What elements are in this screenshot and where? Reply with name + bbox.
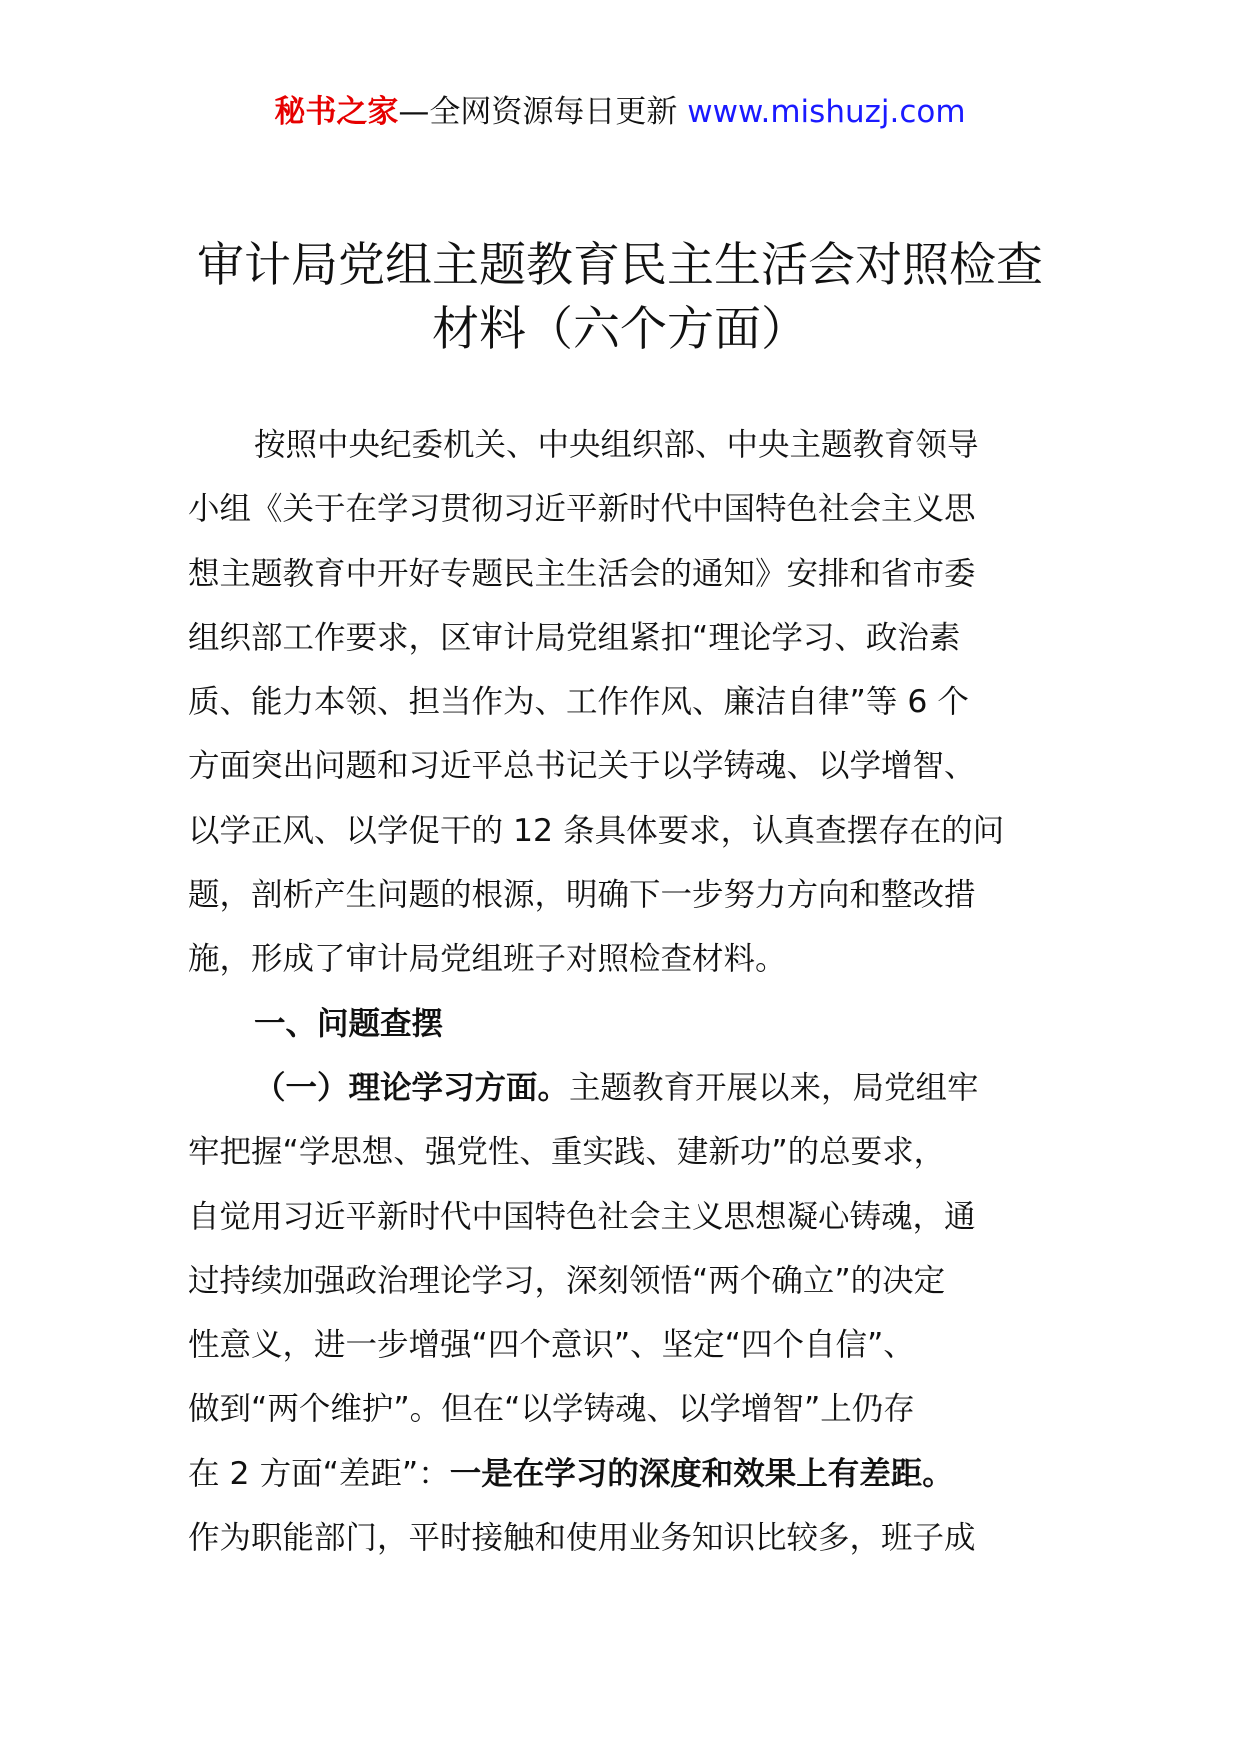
website-link[interactable]: www.mishuzj.com (687, 94, 966, 130)
body-line (188, 1442, 1052, 1506)
section-heading: 一、问题查摆 (254, 1005, 444, 1042)
body-line: 施，形成了审计局党组班子对照检查材料。 (188, 941, 787, 978)
body-line: 组织部工作要求，区审计局党组紧扣“理论学习、政治素 (188, 619, 961, 656)
body-line: 作为职能部门，平时接触和使用业务知识比较多，班子成 (188, 1520, 976, 1557)
document-body (188, 413, 1052, 1570)
body-line: 题，剖析产生问题的根源，明确下一步努力方向和整改措 (188, 877, 976, 914)
title-line: 材料（六个方面） (432, 302, 808, 357)
body-line: 牢把握“学思想、强党性、重实践、建新功”的总要求， (188, 1134, 946, 1171)
document-header (0, 92, 1240, 132)
body-line: 自觉用习近平新时代中国特色社会主义思想凝心铸魂，通 (188, 1198, 976, 1235)
document-title (150, 234, 1090, 362)
body-line: 性意义，进一步增强“四个意识”、坚定“四个自信”、 (188, 1327, 915, 1364)
body-text-span: 主题教育开展以来，局党组牢 (569, 1069, 979, 1106)
body-line: 小组《关于在学习贯彻习近平新时代中国特色社会主义思 (188, 491, 976, 528)
brand-name: 秘书之家 (274, 94, 399, 130)
body-line: 方面突出问题和习近平总书记关于以学铸魂、以学增智、 (188, 748, 976, 785)
emphasis-text: 一是在学习的深度和效果上有差距。 (449, 1455, 954, 1492)
body-text-span: 在 2 方面“差距”： (188, 1455, 450, 1492)
body-line: 质、能力本领、担当作为、工作作风、廉洁自律”等 6 个 (188, 684, 969, 721)
subsection-heading: （一）理论学习方面。 (254, 1069, 570, 1106)
body-line: 做到“两个维护”。但在“以学铸魂、以学增智”上仍存 (188, 1391, 915, 1428)
body-line: 想主题教育中开好专题民主生活会的通知》安排和省市委 (188, 555, 976, 592)
body-line: 按照中央纪委机关、中央组织部、中央主题教育领导 (254, 427, 979, 463)
title-line: 审计局党组主题教育民主生活会对照检查 (197, 238, 1043, 293)
body-line: 以学正风、以学促干的 12 条具体要求，认真查摆存在的问 (188, 812, 1005, 849)
body-line (188, 1056, 1052, 1120)
body-line: 过持续加强政治理论学习，深刻领悟“两个确立”的决定 (188, 1262, 946, 1299)
header-tagline: —全网资源每日更新 (398, 94, 688, 130)
